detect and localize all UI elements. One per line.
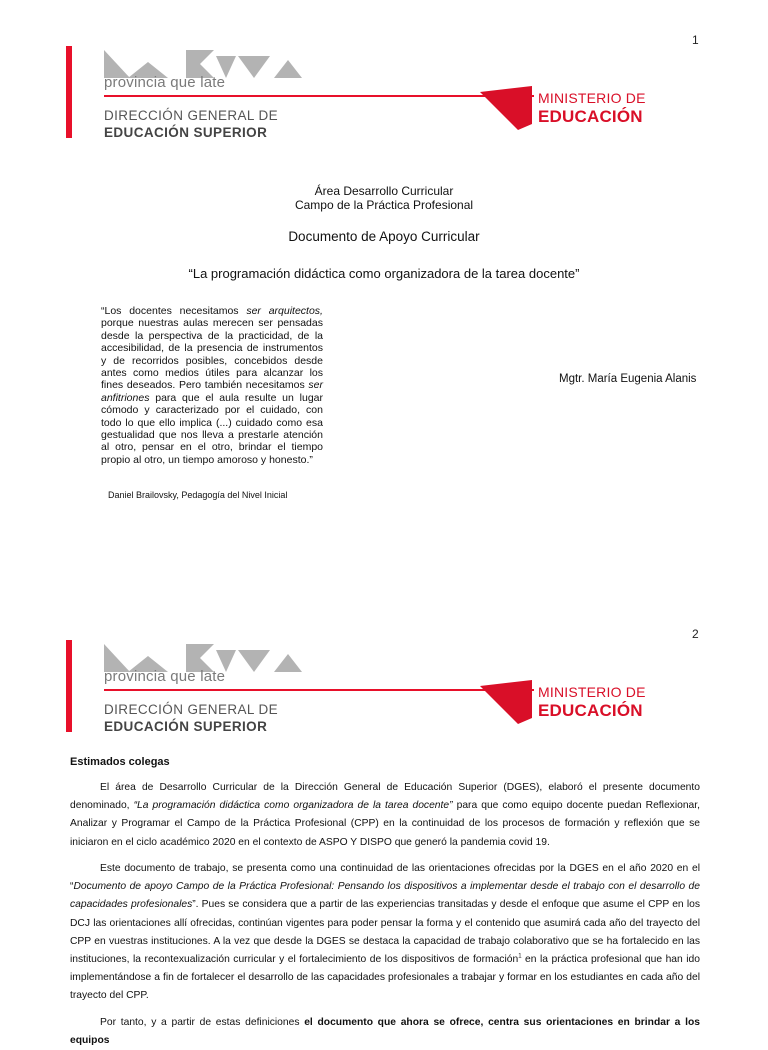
ministry-line-2: EDUCACIÓN bbox=[538, 107, 643, 126]
epigraph-quote bbox=[101, 305, 323, 466]
header-red-bar bbox=[66, 46, 72, 138]
para2-text-2: ”. Pues se considera que a partir de las experiencias transitadas y desde el enfoque que asume el CPP en los DCJ las orientaciones allí ofrecidas, continúan vigentes para poder pensar la forma y el contenido que asumirá cada año del trayecto del CPP en vuestras instituciones. A la vez que desde la DGES se destaca la capacidad de trabajo colaborativo que se ha fortalecido en las instituciones, la recontexualización curricular y el fortalecimiento de los dispositivos de formación bbox=[70, 899, 700, 966]
ministry-logo-icon bbox=[480, 678, 532, 726]
header-tagline: provincia que late bbox=[104, 74, 226, 91]
document-title: Documento de Apoyo Curricular bbox=[288, 229, 480, 244]
quote-emphasis-1: ser arquitectos, bbox=[246, 305, 323, 317]
direction-line-1: DIRECCIÓN GENERAL DE bbox=[104, 702, 279, 717]
main-title: “La programación didáctica como organizadora de la tarea docente” bbox=[188, 266, 580, 281]
header-divider bbox=[104, 95, 534, 97]
author-signature: Mgtr. María Eugenia Alanis bbox=[559, 373, 697, 385]
area-line-1: Área Desarrollo Curricular bbox=[314, 184, 454, 198]
quote-text-3: para que el aula resulte un lugar cómodo y caracterizado por el cuidado, con todo lo que ello implica (...) cuidado como esa gestualidad que nos lleva a prestarle atención al otro, pensar en el otro, brindar el tiempo propio al otro, un tiempo amoroso y honesto.” bbox=[101, 391, 323, 466]
area-line-2: Campo de la Práctica Profesional bbox=[294, 198, 474, 212]
header-red-bar bbox=[66, 640, 72, 732]
para2-text-1: Este documento de trabajo, se presenta como una continuidad de las orientaciones ofrecidas por la DGES en el año 2020 en el “ bbox=[70, 863, 700, 893]
header-tagline: provincia que late bbox=[104, 668, 226, 685]
quote-emphasis-2: ser anfitriones bbox=[101, 379, 323, 404]
para1-text-2: para que como equipo docente puedan Reflexionar, Analizar y Programar el Campo de la Práctica Profesional (CPP) en la continuidad de los procesos de formación y reflexión que se iniciaron en el ciclo académico 2020 en el contexto de ASPO Y DISPO que generó la pandemia covid 19. bbox=[70, 800, 701, 848]
header-divider bbox=[104, 689, 534, 691]
para1-text-1: El área de Desarrollo Curricular de la Dirección General de Educación Superior (DGES), elaboró el presente documento denominado, bbox=[70, 782, 700, 812]
ministry-line-1: MINISTERIO DE bbox=[538, 90, 646, 106]
direction-line-2: EDUCACIÓN SUPERIOR bbox=[104, 719, 268, 734]
paragraph-1 bbox=[70, 779, 700, 852]
para1-emphasis: “La programación didáctica como organizadora de la tarea docente” bbox=[133, 800, 453, 812]
direction-line-2: EDUCACIÓN SUPERIOR bbox=[104, 125, 268, 140]
footnote-marker[interactable]: 1 bbox=[518, 953, 522, 960]
greeting: Estimados colegas bbox=[70, 756, 170, 768]
ministry-logo-icon bbox=[480, 84, 532, 132]
page-number: 1 bbox=[692, 33, 699, 47]
quote-text-1: “Los docentes necesitamos bbox=[101, 305, 247, 317]
page-header bbox=[66, 46, 662, 138]
direction-line-1: DIRECCIÓN GENERAL DE bbox=[104, 108, 279, 123]
para3-bold: el documento que ahora se ofrece, centra sus orientaciones en brindar a los equipos bbox=[70, 1017, 700, 1047]
page-number: 2 bbox=[692, 627, 699, 641]
quote-text-2: porque nuestras aulas merecen ser pensadas desde la perspectiva de la practicidad, de la accesibilidad, de la presencia de instrumentos y de recorridos posibles, concebidos desde antes como medios útiles para alcanzar los fines deseados. Pero también necesitamos bbox=[101, 317, 323, 392]
paragraph-3 bbox=[70, 1014, 700, 1050]
ministry-line-1: MINISTERIO DE bbox=[538, 684, 646, 700]
quote-author: Daniel Brailovsky, Pedagogía del Nivel Inicial bbox=[108, 490, 288, 500]
area-heading bbox=[0, 184, 768, 212]
para2-text-3: en la práctica profesional que han ido implementándose a fin de fortalecer el desarrollo de las capacidades profesionales a trabajar y formar en los estudiantes en cada año del trayecto del CPP. bbox=[70, 954, 700, 1002]
para3-text-1: Por tanto, y a partir de estas definiciones bbox=[100, 1017, 305, 1028]
ministry-line-2: EDUCACIÓN bbox=[538, 701, 643, 720]
para2-emphasis: Documento de apoyo Campo de la Práctica Profesional: Pensando los dispositivos a implementar desde el trabajo con el desarrollo de capacidades profesionales bbox=[70, 881, 700, 911]
page-header bbox=[66, 640, 662, 732]
paragraph-2 bbox=[70, 860, 700, 1006]
